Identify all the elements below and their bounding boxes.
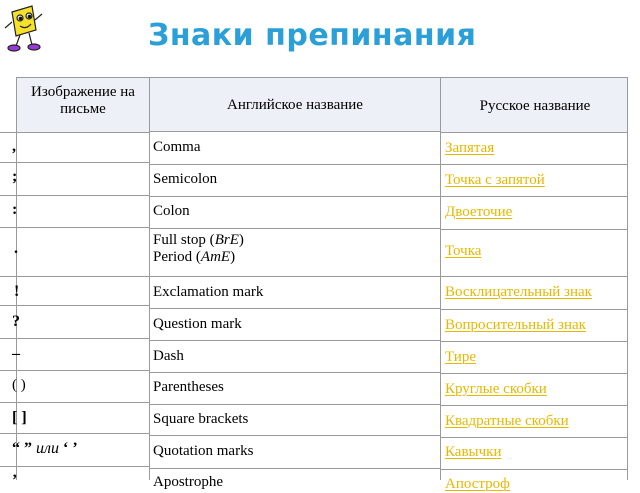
symbol-parentheses: ( ) xyxy=(12,377,26,393)
symbol-comma: , xyxy=(12,138,16,155)
symbol-full-stop: . xyxy=(14,240,18,257)
english-colon: Colon xyxy=(153,203,190,219)
russian-dash-link[interactable]: Тире xyxy=(445,349,476,365)
header-russian: Русское название xyxy=(479,98,591,114)
english-comma: Comma xyxy=(153,139,201,155)
english-quotation-marks: Quotation marks xyxy=(153,443,254,459)
english-exclamation: Exclamation mark xyxy=(153,284,264,300)
russian-square-brackets-link[interactable]: Квадратные скобки xyxy=(445,413,569,429)
symbol-apostrophe: ’ xyxy=(12,472,18,489)
header-symbol: Изображение на письме xyxy=(31,84,135,117)
symbol-exclamation: ! xyxy=(14,283,20,300)
english-full-stop: Full stop (BrE) xyxy=(153,232,244,248)
page-title: Знаки препинания xyxy=(148,18,477,53)
symbol-semicolon: ; xyxy=(12,168,18,185)
english-apostrophe: Apostrophe xyxy=(153,474,223,490)
english-period: Period (AmE) xyxy=(153,249,236,265)
russian-semicolon-link[interactable]: Точка с запятой xyxy=(445,172,545,188)
english-question: Question mark xyxy=(153,316,242,332)
symbol-quotation-marks: “ ” или ‘ ’ xyxy=(12,440,78,457)
russian-exclamation-link[interactable]: Восклицательный знак xyxy=(445,284,592,300)
symbol-question: ? xyxy=(12,313,20,330)
russian-full-stop-link[interactable]: Точка xyxy=(445,243,482,259)
russian-question-link[interactable]: Вопросительный знак xyxy=(445,317,586,333)
symbol-colon: : xyxy=(12,201,18,218)
russian-apostrophe-link[interactable]: Апостроф xyxy=(445,476,510,492)
symbol-dash: – xyxy=(12,345,20,362)
russian-colon-link[interactable]: Двоеточие xyxy=(445,204,513,220)
english-parentheses: Parentheses xyxy=(153,379,224,395)
english-semicolon: Semicolon xyxy=(153,171,218,187)
english-square-brackets: Square brackets xyxy=(153,411,249,427)
russian-parentheses-link[interactable]: Круглые скобки xyxy=(445,381,547,397)
header-english: Английское название xyxy=(227,97,363,113)
symbol-square-brackets: [ ] xyxy=(12,409,27,426)
russian-quotation-marks-link[interactable]: Кавычки xyxy=(445,444,502,460)
english-dash: Dash xyxy=(153,348,184,364)
russian-comma-link[interactable]: Запятая xyxy=(445,140,495,156)
